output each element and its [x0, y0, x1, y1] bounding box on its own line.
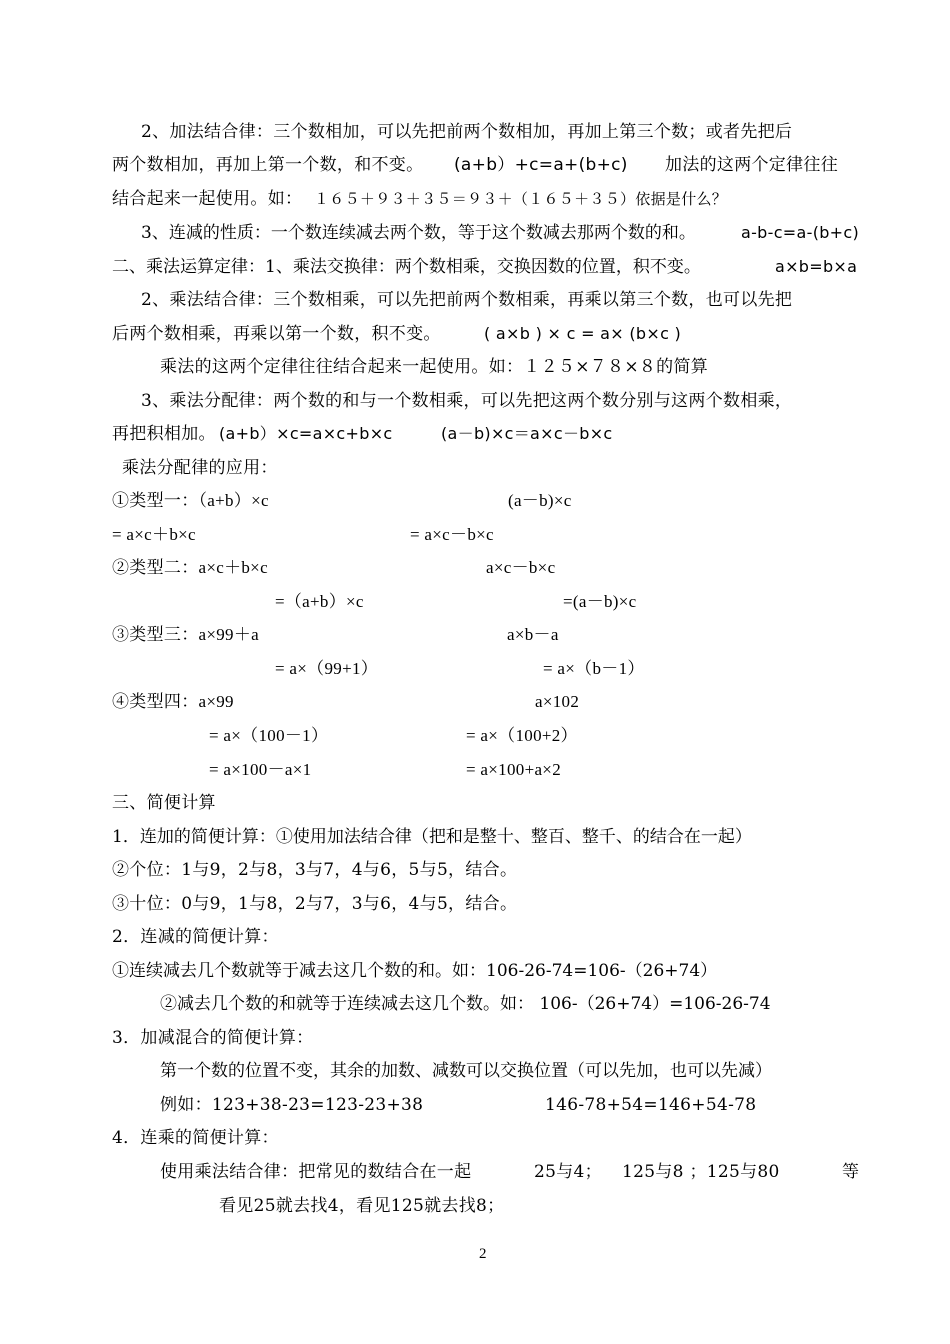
- formula: (a－b)×c＝a×c－b×c: [441, 424, 613, 443]
- text-line: ②减去几个数的和就等于连续减去这几个数。如： 106-（26+74）=106-26-74: [160, 994, 771, 1014]
- type-four-expression: ④类型四：a×99: [112, 692, 234, 711]
- type-three-expression: ③类型三：a×99＋a: [112, 625, 259, 644]
- text-line: 乘法分配律的应用：: [122, 458, 278, 478]
- text-line: 看见25就去找4，看见125就去找8；: [219, 1196, 505, 1216]
- formula: (a+b）×c=a×c+b×c: [219, 424, 393, 443]
- text-line: 3、连减的性质：一个数连续减去两个数，等于这个数减去那两个数的和。: [141, 223, 696, 243]
- text-line: ③十位：0与9，1与8，2与7，3与6，4与5，结合。: [112, 894, 518, 914]
- text-line: 等: [842, 1162, 860, 1182]
- text-line: 3．加减混合的简便计算：: [112, 1028, 314, 1048]
- text-line: 结合起来一起使用。如：: [112, 189, 303, 209]
- text-line: 加法的这两个定律往往: [665, 155, 838, 175]
- formula: (a+b）+c=a+(b+c): [454, 155, 628, 175]
- formula: a-b-c=a-(b+c): [741, 223, 860, 242]
- type-two-result: =（a+b）×c: [275, 592, 364, 611]
- type-three-result: = a×（b－1）: [543, 659, 645, 678]
- text-line: 例如：123+38-23=123-23+38: [160, 1095, 424, 1115]
- formula: ( a×b ) × c = a× (b×c ): [484, 324, 682, 343]
- section-heading: 二、乘法运算定律：1、乘法交换律：两个数相乘，交换因数的位置，积不变。: [112, 257, 701, 277]
- text-line: 2、乘法结合律：三个数相乘，可以先把前两个数相乘，再乘以第三个数，也可以先把: [141, 290, 793, 310]
- type-one-result: = a×c＋b×c: [112, 525, 196, 544]
- text-line: 2、加法结合律：三个数相加，可以先把前两个数相加，再加上第三个数；或者先把后: [141, 122, 793, 142]
- text-line: 乘法的这两个定律往往结合起来一起使用。如：１２５×７８×８的简算: [160, 357, 709, 377]
- text-line: 第一个数的位置不变，其余的加数、减数可以交换位置（可以先加，也可以先减）: [160, 1061, 772, 1081]
- type-two-expression: a×c－b×c: [486, 558, 556, 577]
- page-number: 2: [479, 1246, 487, 1262]
- type-four-result: = a×100－a×1: [209, 760, 312, 779]
- text-line: 4．连乘的简便计算：: [112, 1128, 279, 1148]
- text-line: 1．连加的简便计算：①使用加法结合律（把和是整十、整百、整千、的结合在一起）: [112, 827, 752, 847]
- text-line: 3、乘法分配律：两个数的和与一个数相乘，可以先把这两个数分别与这两个数相乘，: [141, 391, 793, 411]
- text-line: 2．连减的简便计算：: [112, 927, 279, 947]
- section-heading: 三、简便计算: [112, 793, 216, 813]
- text-line: 25与4；: [534, 1162, 602, 1182]
- text-line: 使用乘法结合律：把常见的数结合在一起: [160, 1162, 472, 1182]
- type-two-expression: ②类型二：a×c＋b×c: [112, 558, 268, 577]
- type-four-step: = a×（100+2）: [466, 726, 578, 745]
- type-four-result: = a×100+a×2: [466, 760, 561, 779]
- type-four-expression: a×102: [535, 692, 580, 711]
- text-line: 146-78+54=146+54-78: [545, 1095, 757, 1115]
- type-one-result: = a×c－b×c: [410, 525, 494, 544]
- type-three-result: = a×（99+1）: [275, 659, 379, 678]
- text-line: 再把积相加。: [112, 424, 216, 444]
- text-line: ①连续减去几个数就等于减去这几个数的和。如：106-26-74=106-（26+74）: [112, 961, 718, 981]
- type-two-result: =(a－b)×c: [563, 592, 637, 611]
- type-three-expression: a×b－a: [507, 625, 559, 644]
- text-line: 后两个数相乘，再乘以第一个数，积不变。: [112, 324, 441, 344]
- formula: １６５＋９３＋３５＝９３＋（１６５＋３５）依据是什么？: [314, 190, 728, 208]
- type-one-expression: ①类型一：（a+b）×c: [112, 491, 269, 510]
- type-four-step: = a×（100－1）: [209, 726, 329, 745]
- text-line: 125与8 ；125与80: [622, 1162, 780, 1182]
- text-line: ②个位：1与9，2与8，3与7，4与6，5与5，结合。: [112, 860, 518, 880]
- formula: a×b=b×a: [775, 257, 858, 276]
- text-line: 两个数相加，再加上第一个数，和不变。: [112, 155, 424, 175]
- type-one-expression: (a－b)×c: [508, 491, 572, 510]
